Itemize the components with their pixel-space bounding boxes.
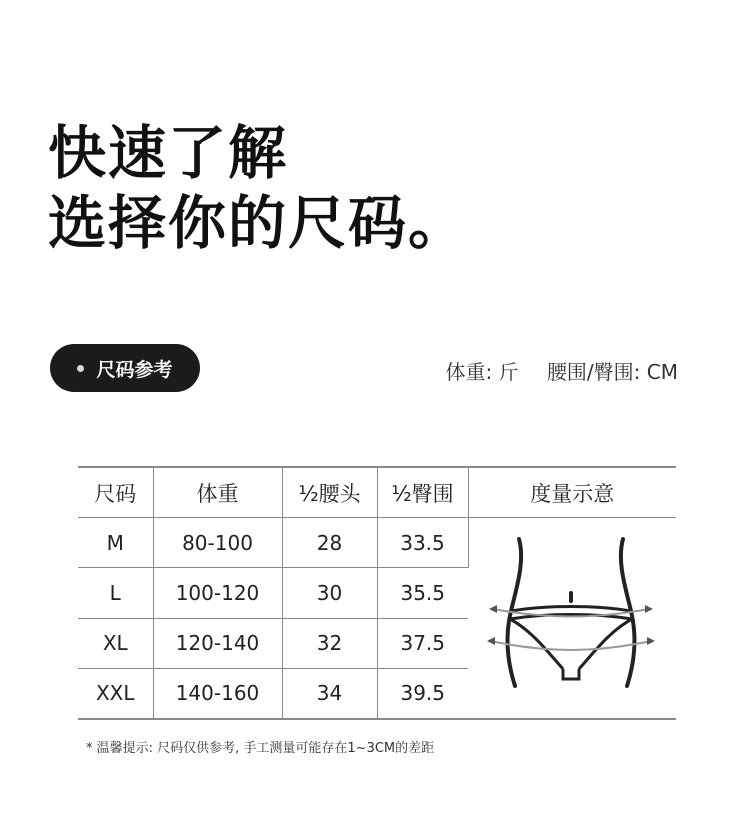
table-header-row <box>78 468 676 518</box>
header-size: 尺码 <box>78 468 153 518</box>
headline <box>48 118 468 258</box>
cell-half-waist: 30 <box>282 568 377 618</box>
cell-weight: 100-120 <box>153 568 282 618</box>
cell-weight: 120-140 <box>153 618 282 668</box>
body-measurement-icon <box>477 531 667 701</box>
table-row <box>78 518 676 568</box>
bullet-dot-icon <box>77 365 84 372</box>
size-reference-label: 尺码参考 <box>96 358 173 381</box>
headline-line-1: 快速了解 <box>48 119 289 187</box>
cell-size: XL <box>78 618 153 668</box>
headline-line-2: 选择你的尺码。 <box>48 189 469 257</box>
cell-half-hip: 35.5 <box>377 568 468 618</box>
cell-half-waist: 34 <box>282 668 377 718</box>
size-table <box>78 466 676 720</box>
size-reference-pill <box>50 344 200 392</box>
cell-weight: 140-160 <box>153 668 282 718</box>
header-half-waist: ½腰头 <box>282 468 377 518</box>
cell-weight: 80-100 <box>153 518 282 568</box>
header-measurement-diagram: 度量示意 <box>468 468 676 518</box>
header-weight: 体重 <box>153 468 282 518</box>
measurement-diagram-cell <box>468 518 676 718</box>
girth-unit: 腰围/臀围: CM <box>546 360 678 384</box>
cell-half-hip: 39.5 <box>400 681 446 706</box>
cell-size: M <box>78 518 153 568</box>
disclaimer-note: * 温馨提示: 尺码仅供参考, 手工测量可能存在1~3CM的差距 <box>86 741 435 756</box>
cell-half-waist: 28 <box>282 518 377 568</box>
cell-half-waist: 32 <box>282 618 377 668</box>
cell-size: L <box>78 568 153 618</box>
cell-half-hip: 33.5 <box>377 518 468 568</box>
unit-legend <box>445 356 678 385</box>
weight-unit: 体重: 斤 <box>445 360 519 384</box>
header-half-hip: ½臀围 <box>377 468 468 518</box>
cell-half-hip: 37.5 <box>377 618 468 668</box>
cell-size: XXL <box>78 668 153 718</box>
